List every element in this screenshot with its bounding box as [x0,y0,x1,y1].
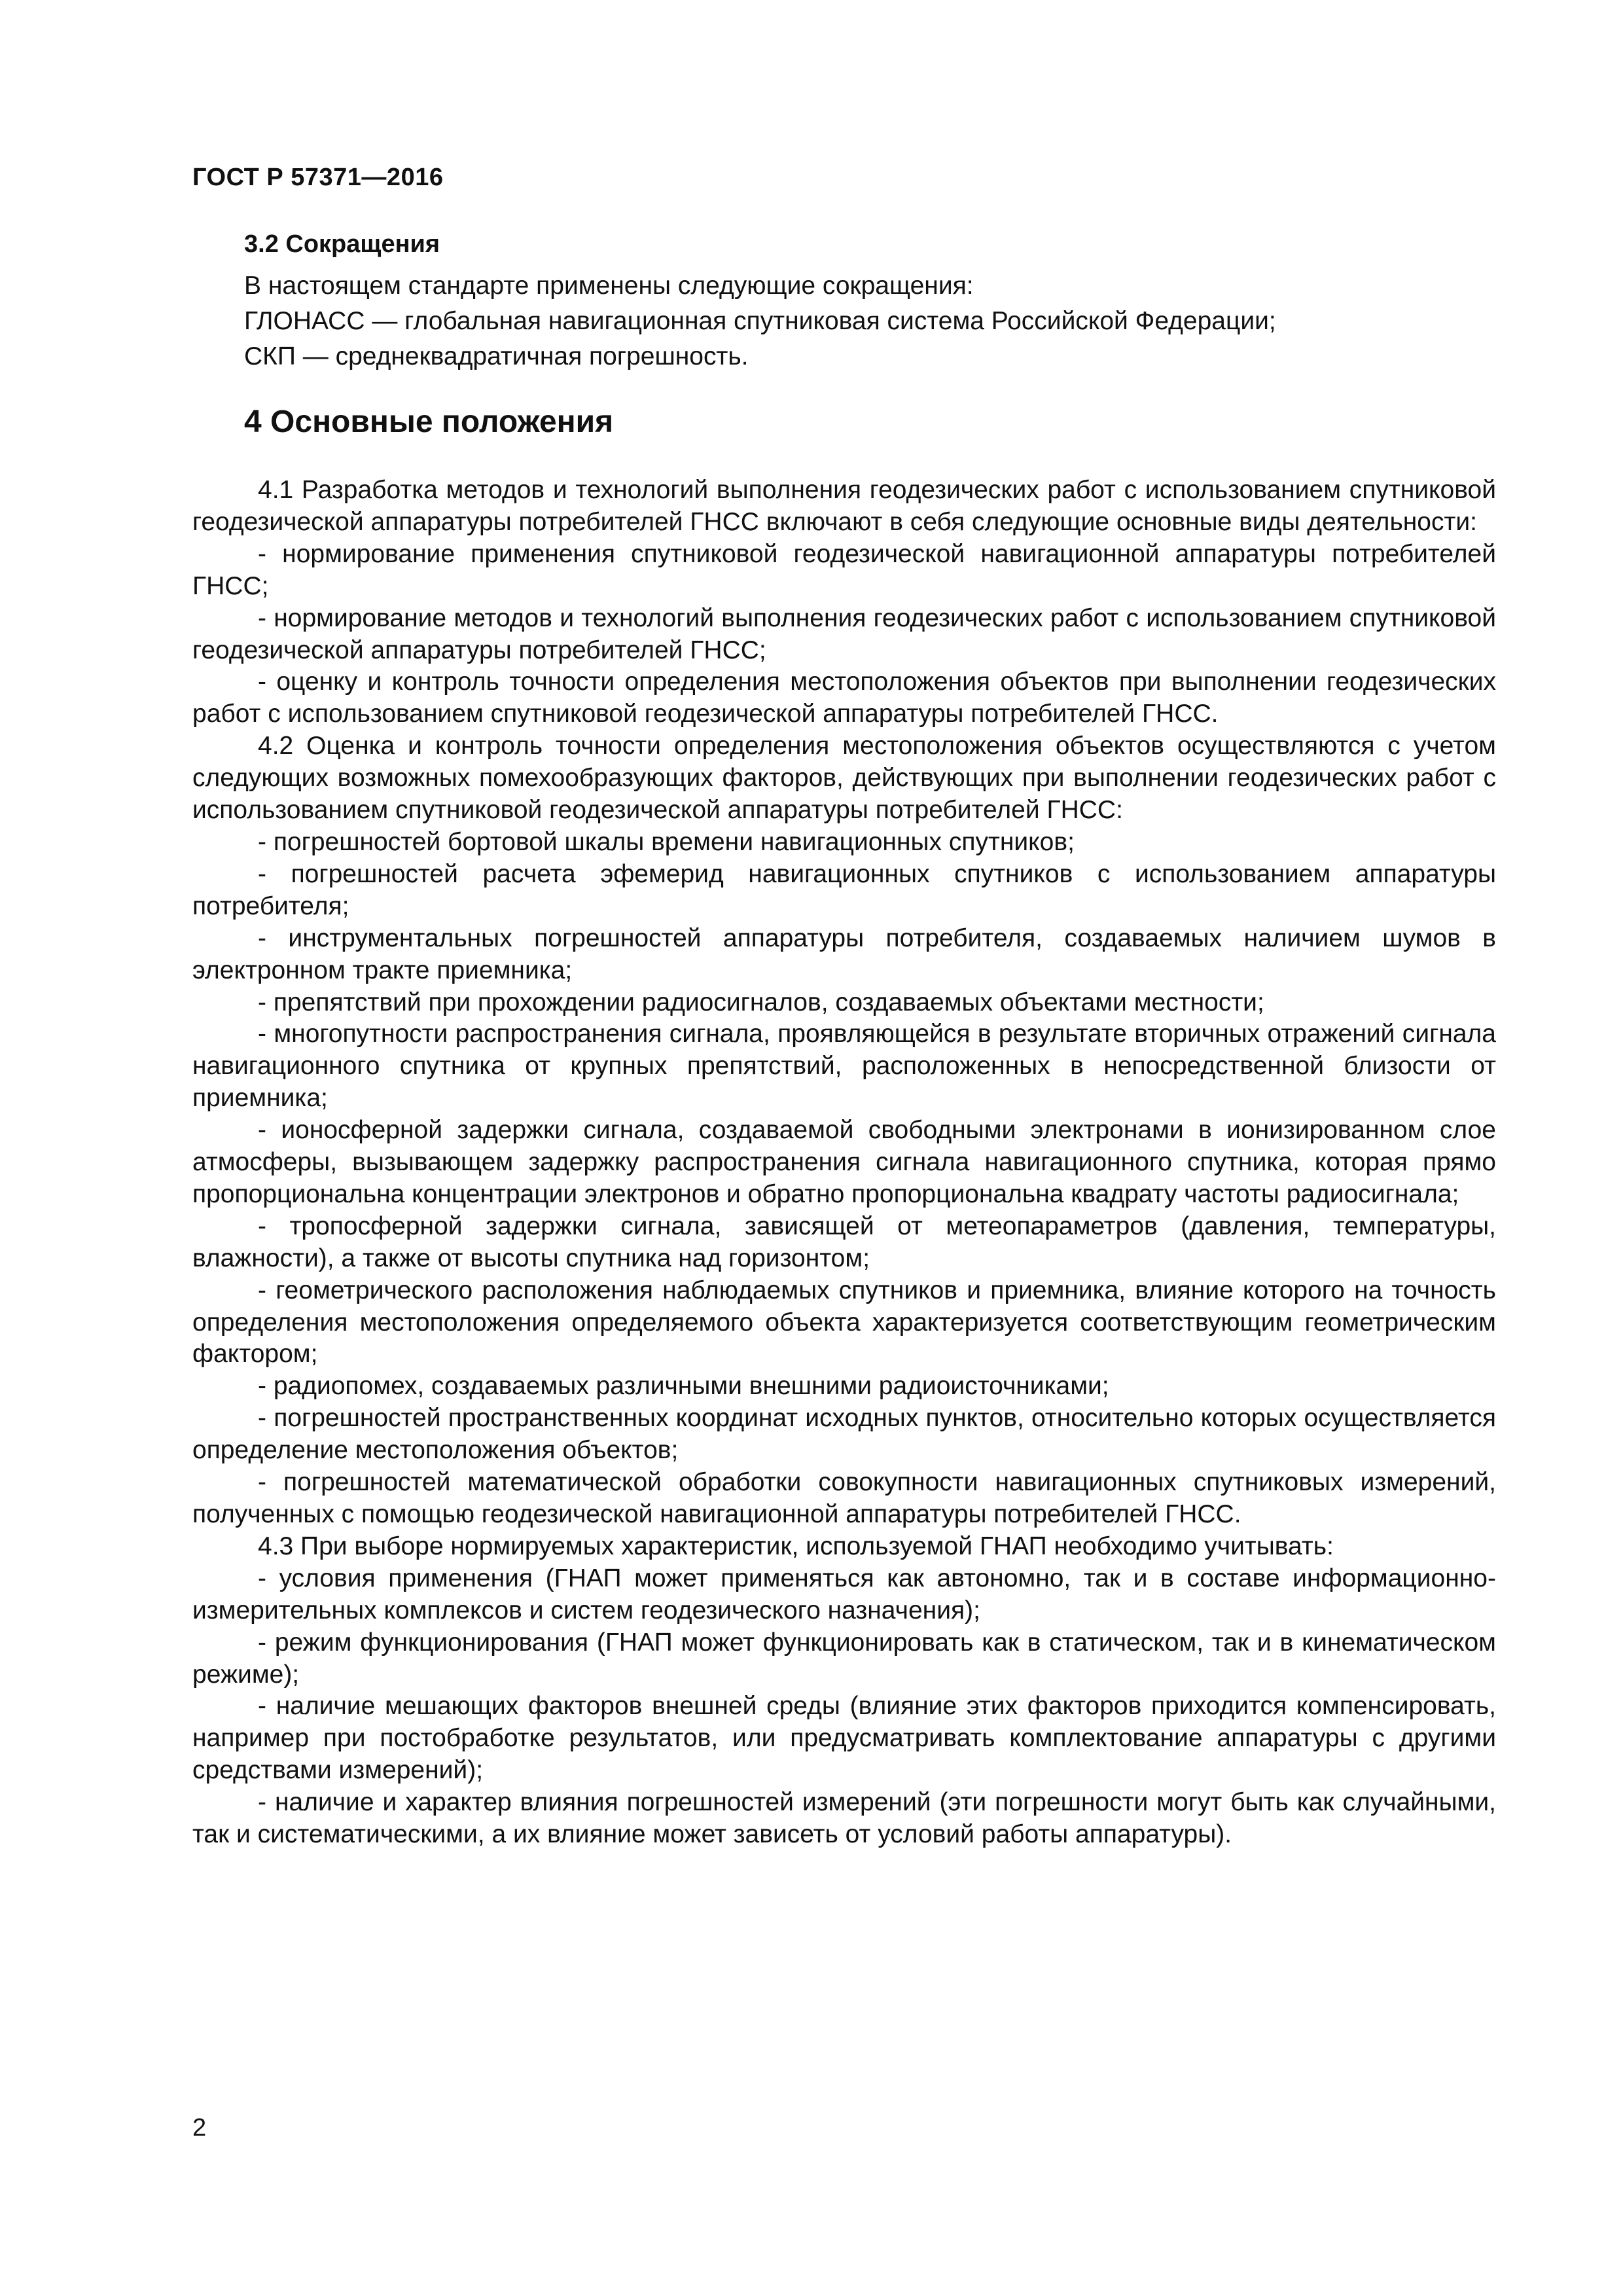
body-paragraph: - наличие мешающих факторов внешней среды (влияние этих факторов приходится компенсировать, например при постобработке результатов, или предусматривать комплектование аппаратуры с другими средствами измерений); [192,1692,1496,1785]
page-number: 2 [192,2114,207,2142]
chapter-title: 4 Основные положения [244,404,614,439]
body-paragraph: - радиопомех, создаваемых различными внешними радиоисточниками; [258,1372,1109,1401]
body-paragraph: - препятствий при прохождении радиосигналов, создаваемых объектами местности; [258,988,1264,1016]
body-paragraph: - погрешностей математической обработки совокупности навигационных спутниковых измерений, полученных с помощью геодезической навигационной аппаратуры потребителей ГНСС. [192,1468,1496,1528]
body-paragraph: - тропосферной задержки сигнала, зависящей от метеопараметров (давления, температуры, влажности), а также от высоты спутника над горизонтом; [192,1211,1496,1272]
body-paragraph: - ионосферной задержки сигнала, создаваемой свободными электронами в ионизированном слое атмосферы, вызывающем задержку распространения сигнала навигационного спутника, которая прямо пропорциональна концентрации электронов и обратно пропорциональна квадрату частоты радиосигнала; [192,1116,1496,1208]
body-paragraph: - погрешностей пространственных координат исходных пунктов, относительно которых осуществляется определение местоположения объектов; [192,1404,1496,1465]
section-title-abbreviations: 3.2 Сокращения [244,230,440,258]
body-paragraph: - погрешностей бортовой шкалы времени навигационных спутников; [258,827,1075,856]
abbreviations-block [244,268,1442,374]
body-paragraph: - геометрического расположения наблюдаемых спутников и приемника, влияние которого на точность определения местоположения определяемого объекта характеризуется соответствующим геометрическим фактором; [192,1276,1496,1369]
body-paragraph: - нормирование методов и технологий выполнения геодезических работ с использованием спутниковой геодезической аппаратуры потребителей ГНСС; [192,603,1496,664]
body-paragraph: - нормирование применения спутниковой геодезической навигационной аппаратуры потребителей ГНСС; [192,539,1496,600]
body-paragraph: 4.1 Разработка методов и технологий выполнения геодезических работ с использованием спутниковой геодезической аппаратуры потребителей ГНСС включают в себя следующие основные виды деятельности: [192,476,1496,536]
body-paragraph: - режим функционирования (ГНАП может функционировать как в статическом, так и в кинематическом режиме); [192,1628,1496,1689]
abbreviation-item: ГЛОНАСС — глобальная навигационная спутниковая система Российской Федерации; [244,307,1276,335]
body-paragraph: - наличие и характер влияния погрешностей измерений (эти погрешности могут быть как случайными, так и систематическими, а их влияние может зависеть от условий работы аппаратуры). [192,1788,1496,1849]
body-paragraph: 4.3 При выборе нормируемых характеристик, используемой ГНАП необходимо учитывать: [258,1532,1334,1560]
body-paragraph: - оценку и контроль точности определения местоположения объектов при выполнении геодезических работ с использованием спутниковой геодезической аппаратуры потребителей ГНСС. [192,668,1496,728]
chapter-body [192,475,1496,1851]
standard-header: ГОСТ Р 57371—2016 [192,164,444,191]
body-paragraph: - условия применения (ГНАП может применяться как автономно, так и в составе информационно-измерительных комплексов и систем геодезического назначения); [192,1564,1496,1624]
body-paragraph: - погрешностей расчета эфемерид навигационных спутников с использованием аппаратуры потребителя; [192,859,1496,920]
abbreviation-item: СКП — среднеквадратичная погрешность. [244,342,749,370]
body-paragraph: - инструментальных погрешностей аппаратуры потребителя, создаваемых наличием шумов в электронном тракте приемника; [192,924,1496,984]
body-paragraph: - многопутности распространения сигнала, проявляющейся в результате вторичных отражений сигнала навигационного спутника от крупных препятствий, расположенных в непосредственной близости от приемника; [192,1020,1496,1113]
abbreviations-intro: В настоящем стандарте применены следующие сокращения: [244,272,974,300]
body-paragraph: 4.2 Оценка и контроль точности определения местоположения объектов осуществляются с учетом следующих возможных помехообразующих факторов, действующих при выполнении геодезических работ с использованием спутниковой геодезической аппаратуры потребителей ГНСС: [192,732,1496,825]
